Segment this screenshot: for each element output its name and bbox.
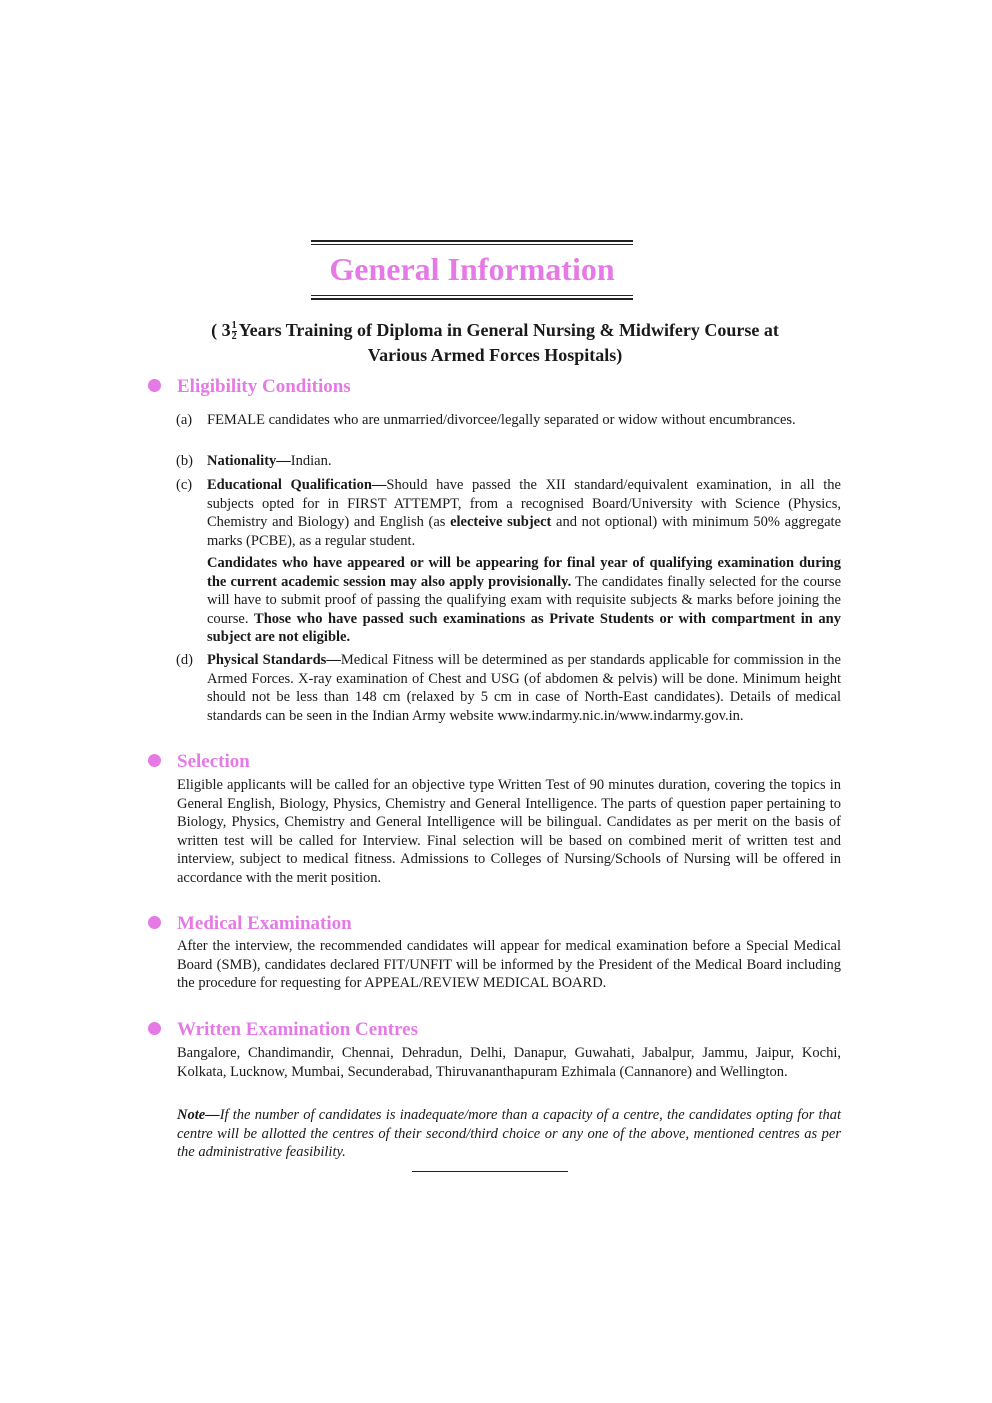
title-block bbox=[311, 240, 633, 300]
medical-heading: Medical Examination bbox=[148, 912, 352, 936]
eligibility-item-c-provisional: Candidates who have appeared or will be appearing for final year of qualifying examination during the current academic session may also apply provisionally. The candidates finally selected for the course will have to submit proof of passing the qualifying exam with requisite subjects & marks before joining the course. Those who have passed such examinations as Private Students or with compartment in any subject are not eligible. bbox=[207, 555, 842, 645]
subtitle-open: ( 3 bbox=[211, 320, 231, 340]
end-rule bbox=[412, 1171, 568, 1172]
selection-text: Eligible applicants will be called for an objective type Written Test of 90 minutes duration, covering the topics in General English, Biology, Physics, Chemistry and General Intelligence. The parts of question paper pertaining to Biology, Physics, Chemistry and General Intelligence will be bilingual. Candidates as per merit on the basis of written test will be called for Interview. Final selection will be based on combined merit of written test and interview, subject to medical fitness. Admissions to Colleges of Nursing/Schools of Nursing will be offered in accordance with the merit position. bbox=[177, 777, 841, 886]
title-top-rule bbox=[311, 240, 633, 245]
bullet-icon bbox=[148, 916, 161, 929]
title-bottom-rule bbox=[311, 295, 633, 300]
selection-heading: Selection bbox=[148, 750, 250, 774]
subtitle-line2: Various Armed Forces Hospitals) bbox=[367, 345, 623, 365]
eligibility-item-b: (b) Nationality—Indian. bbox=[176, 453, 332, 469]
centres-text: Bangalore, Chandimandir, Chennai, Dehradun, Delhi, Danapur, Guwahati, Jabalpur, Jammu, Jaipur, Kochi, Kolkata, Lucknow, Mumbai, Secunderabad, Thiruvananthapuram Ezhimala (Cannanore) and Wellington. bbox=[177, 1045, 841, 1080]
bullet-icon bbox=[148, 1022, 161, 1035]
eligibility-heading: Eligibility Conditions bbox=[148, 375, 351, 399]
half-fraction: $\frac{1}{2}$ bbox=[231, 320, 237, 343]
eligibility-item-a: (a) FEMALE candidates who are unmarried/divorcee/legally separated or widow without encumbrances. bbox=[176, 412, 796, 428]
eligibility-item-c: (c) Educational Qualification—Should have passed the XII standard/equivalent examination, in all the subjects opted for in FIRST ATTEMPT, from a recognised Board/University with Science (Physics, Chemistry and Biology) and English (as electeive subject and not optional) with minimum 50% aggregate marks (PCBE), as a regular student. bbox=[176, 477, 842, 549]
subtitle-line1: Years Training of Diploma in General Nursing & Midwifery Course at bbox=[238, 320, 779, 340]
page-title: General Information bbox=[329, 251, 615, 287]
centres-note: Note—If the number of candidates is inadequate/more than a capacity of a centre, the candidates opting for that centre will be allotted the centres of their second/third choice or any one of the above, mentioned centres as per the administrative feasibility. bbox=[177, 1107, 841, 1160]
bullet-icon bbox=[148, 754, 161, 767]
course-subtitle bbox=[150, 318, 840, 368]
bullet-icon bbox=[148, 379, 161, 392]
medical-text: After the interview, the recommended candidates will appear for medical examination before a Special Medical Board (SMB), candidates declared FIT/UNFIT will be informed by the President of the Medical Board including the procedure for requesting for APPEAL/REVIEW MEDICAL BOARD. bbox=[177, 938, 841, 991]
eligibility-item-d: (d) Physical Standards—Medical Fitness will be determined as per standards applicable for commission in the Armed Forces. X-ray examination of Chest and USG (of abdomen & pelvis) will be done. Minimum height should not be less than 148 cm (relaxed by 5 cm in case of North-East candidates). Details of medical standards can be seen in the Indian Army website www.indarmy.nic.in/www.indarmy.gov.in. bbox=[176, 652, 841, 724]
centres-heading: Written Examination Centres bbox=[148, 1018, 418, 1042]
